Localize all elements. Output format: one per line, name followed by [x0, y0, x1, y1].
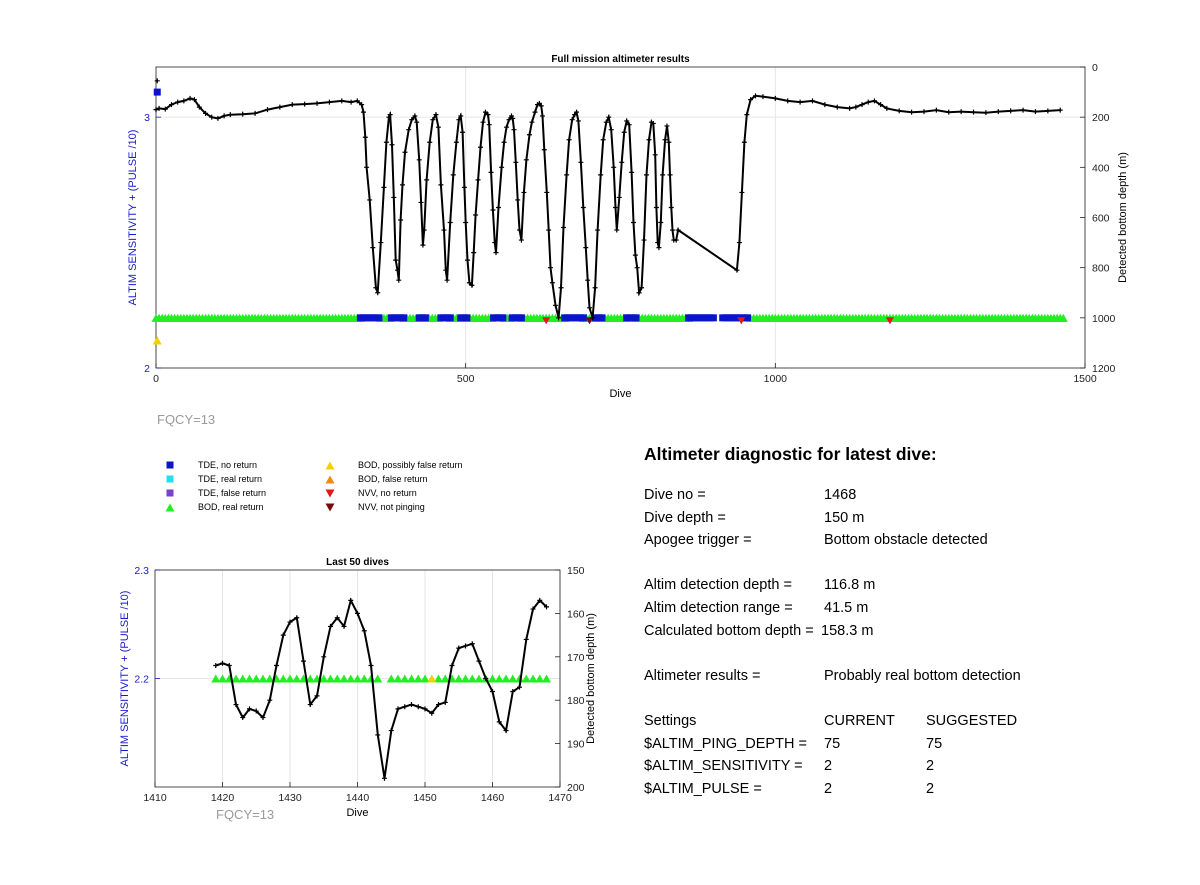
triangle-up-icon — [322, 461, 338, 470]
depth-point — [822, 102, 827, 107]
y-left-tick-label: 3 — [144, 112, 150, 125]
legend-item — [322, 502, 425, 512]
settings-header: Settings — [644, 712, 697, 729]
depth-point — [391, 195, 396, 200]
depth-point — [664, 123, 669, 128]
y-right-tick-label: 0 — [1092, 62, 1098, 74]
depth-point — [666, 140, 671, 145]
dive-depth-label: Dive depth = — [644, 509, 726, 526]
legend-label: NVV, no return — [358, 488, 417, 498]
depth-point — [971, 110, 976, 115]
depth-point — [155, 78, 160, 83]
depth-point — [576, 118, 581, 123]
depth-point — [798, 100, 803, 105]
depth-point — [462, 185, 467, 190]
depth-point — [1008, 108, 1013, 113]
depth-point — [362, 628, 367, 633]
depth-point — [213, 663, 218, 668]
depth-point — [277, 105, 282, 110]
y-right-tick-label: 180 — [567, 695, 585, 708]
chart-title: Full mission altimeter results — [551, 54, 690, 65]
detection-range-row — [644, 597, 1184, 620]
depth-point — [983, 110, 988, 115]
depth-point — [644, 172, 649, 177]
depth-point — [587, 305, 592, 310]
depth-point — [559, 285, 564, 290]
tde-no-return-marker — [744, 314, 751, 321]
depth-point — [481, 120, 486, 125]
x-tick-label: 1000 — [763, 373, 788, 385]
depth-point — [402, 704, 407, 709]
depth-point — [527, 132, 532, 137]
chart-title: Last 50 dives — [326, 557, 389, 568]
depth-point — [598, 172, 603, 177]
depth-point — [739, 190, 744, 195]
depth-point — [301, 659, 306, 664]
depth-point — [564, 172, 569, 177]
depth-point — [524, 157, 529, 162]
setting-suggested: 2 — [926, 758, 935, 775]
depth-series-line — [156, 96, 1060, 318]
depth-point — [1045, 108, 1050, 113]
depth-point — [670, 228, 675, 233]
depth-point — [398, 218, 403, 223]
setting-row — [644, 755, 1184, 778]
tde-no-return-marker — [499, 314, 506, 321]
y-right-tick-label: 600 — [1092, 212, 1110, 225]
y-left-axis-label: ALTIM SENSITIVITY + (PULSE /10) — [119, 590, 131, 767]
tde-no-return-marker — [422, 314, 429, 321]
square-icon — [162, 475, 178, 483]
depth-point — [227, 663, 232, 668]
depth-point — [363, 135, 368, 140]
x-tick-label: 1450 — [413, 792, 437, 804]
depth-point — [220, 661, 225, 666]
depth-point — [656, 245, 661, 250]
depth-point — [499, 165, 504, 170]
depth-point — [375, 290, 380, 295]
depth-point — [489, 170, 494, 175]
depth-point — [396, 278, 401, 283]
depth-point — [460, 130, 465, 135]
depth-point — [463, 643, 468, 648]
depth-point — [581, 205, 586, 210]
legend-label: TDE, false return — [198, 488, 267, 498]
depth-point — [389, 728, 394, 733]
tde-no-return-marker — [447, 314, 454, 321]
depth-point — [511, 127, 516, 132]
depth-point — [487, 122, 492, 127]
full-mission-chart — [0, 0, 1200, 420]
altimeter-diagnostic-panel — [644, 444, 1184, 800]
depth-point — [441, 228, 446, 233]
tde-no-return-marker — [375, 314, 382, 321]
legend-label: TDE, no return — [198, 460, 258, 470]
x-tick-label: 1470 — [548, 792, 572, 804]
depth-point — [595, 228, 600, 233]
depth-point — [542, 147, 547, 152]
depth-point — [367, 197, 372, 202]
apogee-label: Apogee trigger = — [644, 532, 752, 549]
depth-point — [448, 220, 453, 225]
depth-point — [445, 278, 450, 283]
detection-range-value: 41.5 m — [824, 599, 869, 616]
depth-point — [384, 140, 389, 145]
depth-point — [663, 137, 668, 142]
setting-suggested: 2 — [926, 780, 935, 797]
depth-point — [265, 107, 270, 112]
dive-no-value: 1468 — [824, 487, 857, 503]
depth-points — [154, 78, 1063, 320]
depth-point — [742, 140, 747, 145]
x-tick-label: 1460 — [480, 792, 505, 804]
depth-point — [629, 170, 634, 175]
depth-point — [810, 98, 815, 103]
dive-depth-row — [644, 507, 1184, 530]
depth-point — [476, 177, 481, 182]
tde-no-return-marker — [463, 314, 470, 321]
depth-point — [420, 243, 425, 248]
results-label: Altimeter results = — [644, 667, 761, 684]
depth-point — [361, 110, 366, 115]
legend-item — [322, 460, 463, 470]
depth-point — [478, 145, 483, 150]
y-right-tick-label: 400 — [1092, 162, 1110, 175]
depth-point — [760, 94, 765, 99]
x-tick-label: 1420 — [210, 792, 235, 804]
depth-point — [934, 108, 939, 113]
triangle-down-icon — [322, 503, 338, 512]
depth-point — [521, 190, 526, 195]
depth-point — [378, 240, 383, 245]
legend-item — [162, 502, 264, 512]
tde-no-return-marker — [632, 314, 639, 321]
depth-point — [567, 137, 572, 142]
depth-point — [253, 111, 258, 116]
y-right-tick-label: 1000 — [1092, 312, 1116, 325]
depth-point — [544, 190, 549, 195]
tde-no-return-marker — [154, 89, 161, 96]
fqcy-label-top: FQCY=13 — [157, 412, 216, 427]
y-right-tick-label: 200 — [1092, 112, 1110, 125]
setting-name: $ALTIM_PING_DEPTH = — [644, 735, 807, 752]
depth-point — [375, 732, 380, 737]
depth-point — [585, 278, 590, 283]
suggested-header: SUGGESTED — [926, 712, 1018, 729]
y-right-tick-label: 800 — [1092, 262, 1110, 275]
dive-no-label: Dive no = — [644, 487, 706, 503]
triangle-down-icon — [322, 489, 338, 498]
depth-point — [561, 225, 566, 230]
depth-point — [240, 112, 245, 117]
x-tick-label: 1430 — [278, 792, 302, 804]
depth-point — [419, 200, 424, 205]
depth-point — [456, 646, 461, 651]
depth-point — [443, 700, 448, 705]
setting-suggested: 75 — [926, 735, 943, 752]
depth-point — [744, 112, 749, 117]
depth-point — [946, 110, 951, 115]
calculated-depth-row — [644, 620, 1184, 643]
dive-no-row — [644, 484, 1184, 507]
depth-point — [622, 130, 627, 135]
depth-point — [1058, 108, 1063, 113]
square-icon — [162, 461, 178, 469]
calculated-depth-label: Calculated bottom depth = — [644, 622, 814, 639]
depth-point — [339, 98, 344, 103]
legend-item — [162, 474, 262, 484]
depth-point — [382, 776, 387, 781]
tde-no-return-marker — [400, 314, 407, 321]
depth-point — [619, 160, 624, 165]
legend-label: BOD, real return — [198, 502, 264, 512]
depth-point — [513, 160, 518, 165]
depth-point — [835, 105, 840, 110]
x-tick-label: 1440 — [345, 792, 370, 804]
setting-current: 2 — [824, 758, 833, 775]
depth-point — [496, 205, 501, 210]
depth-point — [533, 110, 538, 115]
depth-point — [593, 285, 598, 290]
detection-range-label: Altim detection range = — [644, 599, 793, 616]
depth-point — [1021, 108, 1026, 113]
depth-point — [471, 250, 476, 255]
depth-point — [519, 238, 524, 243]
setting-name: $ALTIM_PULSE = — [644, 780, 762, 797]
depth-point — [396, 706, 401, 711]
depth-point — [658, 220, 663, 225]
depth-point — [613, 205, 618, 210]
detection-depth-label: Altim detection depth = — [644, 577, 792, 594]
depth-point — [653, 152, 658, 157]
depth-point — [454, 140, 459, 145]
depth-point — [228, 112, 233, 117]
legend-label: TDE, real return — [198, 474, 263, 484]
depth-point — [617, 195, 622, 200]
setting-current: 75 — [824, 735, 841, 752]
triangle-up-icon — [322, 475, 338, 484]
depth-point — [315, 101, 320, 106]
depth-point — [921, 109, 926, 114]
x-axis-label: Dive — [346, 807, 369, 819]
bod-marker — [153, 336, 162, 344]
depth-point — [393, 258, 398, 263]
depth-point — [416, 704, 421, 709]
depth-point — [660, 172, 665, 177]
depth-point — [669, 205, 674, 210]
fqcy-label-bottom: FQCY=13 — [216, 807, 275, 822]
x-tick-label: 500 — [456, 373, 475, 385]
depth-point — [668, 172, 673, 177]
depth-point — [529, 120, 534, 125]
depth-point — [578, 160, 583, 165]
depth-point — [427, 140, 432, 145]
depth-point — [417, 157, 422, 162]
depth-point — [633, 253, 638, 258]
depth-point — [635, 265, 640, 270]
setting-name: $ALTIM_SENSITIVITY = — [644, 758, 803, 775]
x-axis-label: Dive — [609, 388, 632, 400]
depth-point — [327, 100, 332, 105]
last-50-dives-chart — [0, 550, 640, 875]
depth-point — [959, 109, 964, 114]
depth-point — [609, 127, 614, 132]
depth-point — [611, 165, 616, 170]
depth-point — [504, 125, 509, 130]
detection-depth-value: 116.8 m — [824, 577, 876, 594]
tde-no-return-marker — [518, 314, 525, 321]
depth-point — [290, 102, 295, 107]
dive-depth-value: 150 m — [824, 509, 865, 526]
depth-point — [553, 303, 558, 308]
y-right-tick-label: 200 — [567, 782, 585, 794]
depth-point — [646, 137, 651, 142]
triangle-up-icon — [162, 503, 178, 512]
y-left-axis-label: ALTIM SENSITIVITY + (PULSE /10) — [127, 129, 139, 306]
apogee-value: Bottom obstacle detected — [824, 532, 988, 549]
legend-item — [162, 488, 266, 498]
depth-series-line — [216, 600, 547, 778]
results-row — [644, 665, 1184, 688]
depth-point — [502, 140, 507, 145]
tde-no-return-marker — [598, 314, 605, 321]
depth-point — [909, 110, 914, 115]
depth-point — [1033, 109, 1038, 114]
setting-current: 2 — [824, 780, 833, 797]
y-left-tick-label: 2.2 — [134, 673, 149, 686]
depth-point — [370, 245, 375, 250]
setting-row — [644, 778, 1184, 801]
x-tick-label: 0 — [153, 373, 159, 385]
depth-point — [364, 165, 369, 170]
current-header: CURRENT — [824, 712, 895, 729]
diagnostic-title: Altimeter diagnostic for latest dive: — [644, 444, 937, 464]
depth-point — [406, 127, 411, 132]
depth-point — [438, 182, 443, 187]
y-right-axis-label: Detected bottom depth (m) — [1117, 152, 1129, 283]
y-right-tick-label: 160 — [567, 608, 585, 621]
depth-point — [424, 177, 429, 182]
depth-point — [181, 98, 186, 103]
depth-point — [548, 265, 553, 270]
depth-point — [524, 637, 529, 642]
x-tick-label: 1410 — [143, 792, 167, 804]
apogee-row — [644, 529, 1184, 552]
depth-point — [402, 150, 407, 155]
results-value: Probably real bottom detection — [824, 667, 1021, 684]
legend-label: BOD, possibly false return — [358, 460, 463, 470]
depth-point — [494, 250, 499, 255]
depth-point — [349, 100, 354, 105]
y-right-tick-label: 170 — [567, 651, 585, 664]
depth-point — [321, 654, 326, 659]
depth-point — [302, 102, 307, 107]
legend-label: NVV, not pinging — [358, 502, 425, 512]
legend-item — [322, 488, 417, 498]
y-right-axis-label: Detected bottom depth (m) — [585, 613, 597, 744]
depth-point — [515, 197, 520, 202]
depth-point — [490, 207, 495, 212]
setting-row — [644, 733, 1184, 756]
depth-point — [654, 205, 659, 210]
y-right-tick-label: 1200 — [1092, 363, 1116, 375]
depth-point — [550, 280, 555, 285]
depth-point — [267, 698, 272, 703]
depth-point — [463, 220, 468, 225]
depth-point — [546, 228, 551, 233]
legend-item — [322, 474, 428, 484]
detection-depth-row — [644, 574, 1184, 597]
square-icon — [162, 489, 178, 497]
x-tick-label: 1500 — [1073, 373, 1097, 385]
settings-header-row — [644, 710, 1184, 733]
depth-point — [737, 240, 742, 245]
tde-no-return-marker — [580, 314, 587, 321]
depth-point — [614, 228, 619, 233]
depth-point — [369, 663, 374, 668]
depth-point — [436, 125, 441, 130]
depth-point — [583, 245, 588, 250]
tde-no-return-marker — [710, 314, 717, 321]
depth-point — [996, 109, 1001, 114]
legend-item — [162, 460, 257, 470]
legend-label: BOD, false return — [358, 474, 428, 484]
depth-point — [785, 98, 790, 103]
depth-point — [274, 663, 279, 668]
depth-point — [642, 238, 647, 243]
depth-point — [897, 108, 902, 113]
depth-point — [631, 220, 636, 225]
y-left-tick-label: 2 — [144, 363, 150, 375]
depth-point — [414, 120, 419, 125]
depth-point — [473, 212, 478, 217]
y-right-tick-label: 190 — [567, 738, 585, 751]
depth-point — [409, 702, 414, 707]
y-right-tick-label: 150 — [567, 565, 585, 577]
depth-point — [389, 142, 394, 147]
depth-point — [773, 96, 778, 101]
calculated-depth-value: 158.3 m — [821, 622, 874, 639]
depth-point — [381, 185, 386, 190]
depth-point — [451, 172, 456, 177]
y-left-tick-label: 2.3 — [134, 565, 149, 577]
depth-point — [400, 182, 405, 187]
depth-point — [847, 106, 852, 111]
depth-point — [601, 137, 606, 142]
